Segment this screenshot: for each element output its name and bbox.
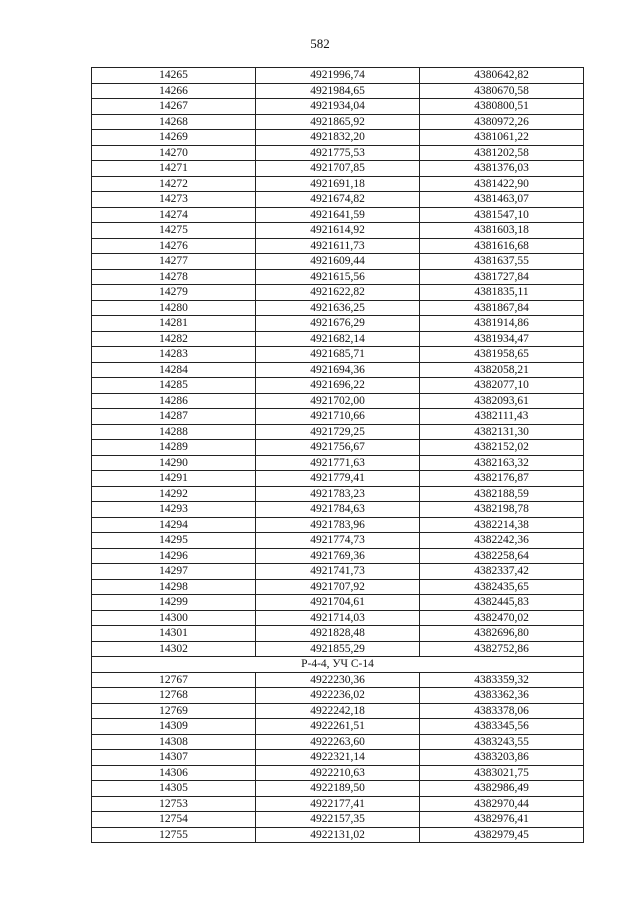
table-row bbox=[92, 409, 584, 425]
y-coordinate-cell: 4382188,59 bbox=[420, 486, 584, 502]
point-number-cell: 14268 bbox=[92, 114, 256, 130]
x-coordinate-cell: 4921996,74 bbox=[256, 68, 420, 84]
point-number-cell: 14294 bbox=[92, 517, 256, 533]
y-coordinate-cell: 4381637,55 bbox=[420, 254, 584, 270]
table-row bbox=[92, 316, 584, 332]
point-number-cell: 14296 bbox=[92, 548, 256, 564]
x-coordinate-cell: 4921741,73 bbox=[256, 564, 420, 580]
point-number-cell: 14302 bbox=[92, 641, 256, 657]
point-number-cell: 12754 bbox=[92, 812, 256, 828]
table-row bbox=[92, 285, 584, 301]
x-coordinate-cell: 4921702,00 bbox=[256, 393, 420, 409]
table-row bbox=[92, 300, 584, 316]
point-number-cell: 14275 bbox=[92, 223, 256, 239]
y-coordinate-cell: 4380972,26 bbox=[420, 114, 584, 130]
x-coordinate-cell: 4922189,50 bbox=[256, 781, 420, 797]
point-number-cell: 14270 bbox=[92, 145, 256, 161]
y-coordinate-cell: 4381616,68 bbox=[420, 238, 584, 254]
point-number-cell: 14277 bbox=[92, 254, 256, 270]
point-number-cell: 14266 bbox=[92, 83, 256, 99]
y-coordinate-cell: 4380642,82 bbox=[420, 68, 584, 84]
x-coordinate-cell: 4922263,60 bbox=[256, 734, 420, 750]
y-coordinate-cell: 4381376,03 bbox=[420, 161, 584, 177]
point-number-cell: 14305 bbox=[92, 781, 256, 797]
y-coordinate-cell: 4381867,84 bbox=[420, 300, 584, 316]
x-coordinate-cell: 4921783,23 bbox=[256, 486, 420, 502]
y-coordinate-cell: 4383345,56 bbox=[420, 719, 584, 735]
table-row bbox=[92, 564, 584, 580]
x-coordinate-cell: 4921636,25 bbox=[256, 300, 420, 316]
table-row bbox=[92, 114, 584, 130]
table-row bbox=[92, 378, 584, 394]
y-coordinate-cell: 4383378,06 bbox=[420, 703, 584, 719]
y-coordinate-cell: 4382214,38 bbox=[420, 517, 584, 533]
table-row bbox=[92, 703, 584, 719]
table-row bbox=[92, 130, 584, 146]
point-number-cell: 12753 bbox=[92, 796, 256, 812]
y-coordinate-cell: 4381463,07 bbox=[420, 192, 584, 208]
table-row bbox=[92, 750, 584, 766]
x-coordinate-cell: 4921774,73 bbox=[256, 533, 420, 549]
point-number-cell: 14282 bbox=[92, 331, 256, 347]
x-coordinate-cell: 4921611,73 bbox=[256, 238, 420, 254]
y-coordinate-cell: 4382445,83 bbox=[420, 595, 584, 611]
table-row bbox=[92, 207, 584, 223]
y-coordinate-cell: 4381914,86 bbox=[420, 316, 584, 332]
y-coordinate-cell: 4382093,61 bbox=[420, 393, 584, 409]
x-coordinate-cell: 4922210,63 bbox=[256, 765, 420, 781]
table-row bbox=[92, 68, 584, 84]
table-row bbox=[92, 734, 584, 750]
point-number-cell: 14272 bbox=[92, 176, 256, 192]
x-coordinate-cell: 4921682,14 bbox=[256, 331, 420, 347]
y-coordinate-cell: 4382077,10 bbox=[420, 378, 584, 394]
table-row bbox=[92, 176, 584, 192]
table-row bbox=[92, 223, 584, 239]
table-row bbox=[92, 254, 584, 270]
table-row bbox=[92, 610, 584, 626]
y-coordinate-cell: 4382152,02 bbox=[420, 440, 584, 456]
table-row bbox=[92, 393, 584, 409]
table-row bbox=[92, 781, 584, 797]
y-coordinate-cell: 4382198,78 bbox=[420, 502, 584, 518]
y-coordinate-cell: 4382979,45 bbox=[420, 827, 584, 843]
x-coordinate-cell: 4921779,41 bbox=[256, 471, 420, 487]
table-row bbox=[92, 672, 584, 688]
point-number-cell: 14274 bbox=[92, 207, 256, 223]
section-heading: Р-4-4, УЧ С-14 bbox=[92, 657, 584, 673]
y-coordinate-cell: 4381422,90 bbox=[420, 176, 584, 192]
point-number-cell: 12767 bbox=[92, 672, 256, 688]
y-coordinate-cell: 4381061,22 bbox=[420, 130, 584, 146]
table-row bbox=[92, 99, 584, 115]
x-coordinate-cell: 4921865,92 bbox=[256, 114, 420, 130]
table-row bbox=[92, 812, 584, 828]
table-row bbox=[92, 145, 584, 161]
x-coordinate-cell: 4922236,02 bbox=[256, 688, 420, 704]
y-coordinate-cell: 4383021,75 bbox=[420, 765, 584, 781]
y-coordinate-cell: 4381934,47 bbox=[420, 331, 584, 347]
x-coordinate-cell: 4921984,65 bbox=[256, 83, 420, 99]
x-coordinate-cell: 4922242,18 bbox=[256, 703, 420, 719]
point-number-cell: 14267 bbox=[92, 99, 256, 115]
table-row bbox=[92, 827, 584, 843]
x-coordinate-cell: 4921676,29 bbox=[256, 316, 420, 332]
point-number-cell: 14280 bbox=[92, 300, 256, 316]
point-number-cell: 14273 bbox=[92, 192, 256, 208]
y-coordinate-cell: 4381547,10 bbox=[420, 207, 584, 223]
point-number-cell: 14308 bbox=[92, 734, 256, 750]
x-coordinate-cell: 4922230,36 bbox=[256, 672, 420, 688]
x-coordinate-cell: 4921694,36 bbox=[256, 362, 420, 378]
x-coordinate-cell: 4922261,51 bbox=[256, 719, 420, 735]
table-row bbox=[92, 765, 584, 781]
y-coordinate-cell: 4383359,32 bbox=[420, 672, 584, 688]
x-coordinate-cell: 4921707,85 bbox=[256, 161, 420, 177]
point-number-cell: 14299 bbox=[92, 595, 256, 611]
table-row bbox=[92, 424, 584, 440]
coordinates-table bbox=[91, 67, 584, 843]
point-number-cell: 14298 bbox=[92, 579, 256, 595]
point-number-cell: 14307 bbox=[92, 750, 256, 766]
point-number-cell: 14288 bbox=[92, 424, 256, 440]
x-coordinate-cell: 4921828,48 bbox=[256, 626, 420, 642]
table-row bbox=[92, 192, 584, 208]
x-coordinate-cell: 4921783,96 bbox=[256, 517, 420, 533]
table-row bbox=[92, 486, 584, 502]
x-coordinate-cell: 4921704,61 bbox=[256, 595, 420, 611]
table-row bbox=[92, 362, 584, 378]
point-number-cell: 14309 bbox=[92, 719, 256, 735]
point-number-cell: 14290 bbox=[92, 455, 256, 471]
x-coordinate-cell: 4921674,82 bbox=[256, 192, 420, 208]
point-number-cell: 14284 bbox=[92, 362, 256, 378]
y-coordinate-cell: 4382986,49 bbox=[420, 781, 584, 797]
point-number-cell: 14300 bbox=[92, 610, 256, 626]
x-coordinate-cell: 4921696,22 bbox=[256, 378, 420, 394]
table-row bbox=[92, 548, 584, 564]
x-coordinate-cell: 4921707,92 bbox=[256, 579, 420, 595]
point-number-cell: 14297 bbox=[92, 564, 256, 580]
point-number-cell: 14291 bbox=[92, 471, 256, 487]
x-coordinate-cell: 4921784,63 bbox=[256, 502, 420, 518]
y-coordinate-cell: 4380800,51 bbox=[420, 99, 584, 115]
y-coordinate-cell: 4382058,21 bbox=[420, 362, 584, 378]
table-row bbox=[92, 347, 584, 363]
point-number-cell: 14283 bbox=[92, 347, 256, 363]
point-number-cell: 14289 bbox=[92, 440, 256, 456]
point-number-cell: 12769 bbox=[92, 703, 256, 719]
x-coordinate-cell: 4921729,25 bbox=[256, 424, 420, 440]
point-number-cell: 14287 bbox=[92, 409, 256, 425]
y-coordinate-cell: 4382131,30 bbox=[420, 424, 584, 440]
x-coordinate-cell: 4922177,41 bbox=[256, 796, 420, 812]
table-row bbox=[92, 688, 584, 704]
x-coordinate-cell: 4922157,35 bbox=[256, 812, 420, 828]
y-coordinate-cell: 4382435,65 bbox=[420, 579, 584, 595]
table-row bbox=[92, 471, 584, 487]
point-number-cell: 14301 bbox=[92, 626, 256, 642]
y-coordinate-cell: 4382242,36 bbox=[420, 533, 584, 549]
x-coordinate-cell: 4921622,82 bbox=[256, 285, 420, 301]
point-number-cell: 14306 bbox=[92, 765, 256, 781]
point-number-cell: 14279 bbox=[92, 285, 256, 301]
x-coordinate-cell: 4921609,44 bbox=[256, 254, 420, 270]
point-number-cell: 14271 bbox=[92, 161, 256, 177]
point-number-cell: 14265 bbox=[92, 68, 256, 84]
table-row bbox=[92, 517, 584, 533]
x-coordinate-cell: 4921832,20 bbox=[256, 130, 420, 146]
table-row bbox=[92, 796, 584, 812]
x-coordinate-cell: 4922131,02 bbox=[256, 827, 420, 843]
x-coordinate-cell: 4921775,53 bbox=[256, 145, 420, 161]
y-coordinate-cell: 4381202,58 bbox=[420, 145, 584, 161]
y-coordinate-cell: 4381835,11 bbox=[420, 285, 584, 301]
y-coordinate-cell: 4382163,32 bbox=[420, 455, 584, 471]
point-number-cell: 14295 bbox=[92, 533, 256, 549]
table-row bbox=[92, 455, 584, 471]
y-coordinate-cell: 4380670,58 bbox=[420, 83, 584, 99]
y-coordinate-cell: 4381958,65 bbox=[420, 347, 584, 363]
point-number-cell: 14281 bbox=[92, 316, 256, 332]
table-row bbox=[92, 83, 584, 99]
section-heading-row bbox=[92, 657, 584, 673]
y-coordinate-cell: 4382337,42 bbox=[420, 564, 584, 580]
table-row bbox=[92, 719, 584, 735]
x-coordinate-cell: 4921710,66 bbox=[256, 409, 420, 425]
x-coordinate-cell: 4921641,59 bbox=[256, 207, 420, 223]
point-number-cell: 12755 bbox=[92, 827, 256, 843]
y-coordinate-cell: 4381727,84 bbox=[420, 269, 584, 285]
x-coordinate-cell: 4921614,92 bbox=[256, 223, 420, 239]
y-coordinate-cell: 4383203,86 bbox=[420, 750, 584, 766]
y-coordinate-cell: 4382976,41 bbox=[420, 812, 584, 828]
y-coordinate-cell: 4382258,64 bbox=[420, 548, 584, 564]
x-coordinate-cell: 4921714,03 bbox=[256, 610, 420, 626]
table-row bbox=[92, 579, 584, 595]
x-coordinate-cell: 4921685,71 bbox=[256, 347, 420, 363]
point-number-cell: 14278 bbox=[92, 269, 256, 285]
y-coordinate-cell: 4382111,43 bbox=[420, 409, 584, 425]
table-row bbox=[92, 440, 584, 456]
x-coordinate-cell: 4921691,18 bbox=[256, 176, 420, 192]
y-coordinate-cell: 4382970,44 bbox=[420, 796, 584, 812]
x-coordinate-cell: 4922321,14 bbox=[256, 750, 420, 766]
y-coordinate-cell: 4383243,55 bbox=[420, 734, 584, 750]
table-row bbox=[92, 641, 584, 657]
y-coordinate-cell: 4382752,86 bbox=[420, 641, 584, 657]
table-row bbox=[92, 502, 584, 518]
y-coordinate-cell: 4383362,36 bbox=[420, 688, 584, 704]
point-number-cell: 14293 bbox=[92, 502, 256, 518]
point-number-cell: 14292 bbox=[92, 486, 256, 502]
table-row bbox=[92, 161, 584, 177]
table-row bbox=[92, 238, 584, 254]
table-row bbox=[92, 595, 584, 611]
point-number-cell: 14286 bbox=[92, 393, 256, 409]
y-coordinate-cell: 4382696,80 bbox=[420, 626, 584, 642]
x-coordinate-cell: 4921769,36 bbox=[256, 548, 420, 564]
point-number-cell: 14276 bbox=[92, 238, 256, 254]
point-number-cell: 12768 bbox=[92, 688, 256, 704]
y-coordinate-cell: 4381603,18 bbox=[420, 223, 584, 239]
point-number-cell: 14269 bbox=[92, 130, 256, 146]
x-coordinate-cell: 4921771,63 bbox=[256, 455, 420, 471]
page-number: 582 bbox=[310, 36, 330, 51]
y-coordinate-cell: 4382176,87 bbox=[420, 471, 584, 487]
x-coordinate-cell: 4921756,67 bbox=[256, 440, 420, 456]
point-number-cell: 14285 bbox=[92, 378, 256, 394]
y-coordinate-cell: 4382470,02 bbox=[420, 610, 584, 626]
x-coordinate-cell: 4921615,56 bbox=[256, 269, 420, 285]
table-row bbox=[92, 626, 584, 642]
table-row bbox=[92, 269, 584, 285]
x-coordinate-cell: 4921855,29 bbox=[256, 641, 420, 657]
coordinates-table-body bbox=[92, 68, 584, 843]
table-row bbox=[92, 331, 584, 347]
x-coordinate-cell: 4921934,04 bbox=[256, 99, 420, 115]
table-row bbox=[92, 533, 584, 549]
